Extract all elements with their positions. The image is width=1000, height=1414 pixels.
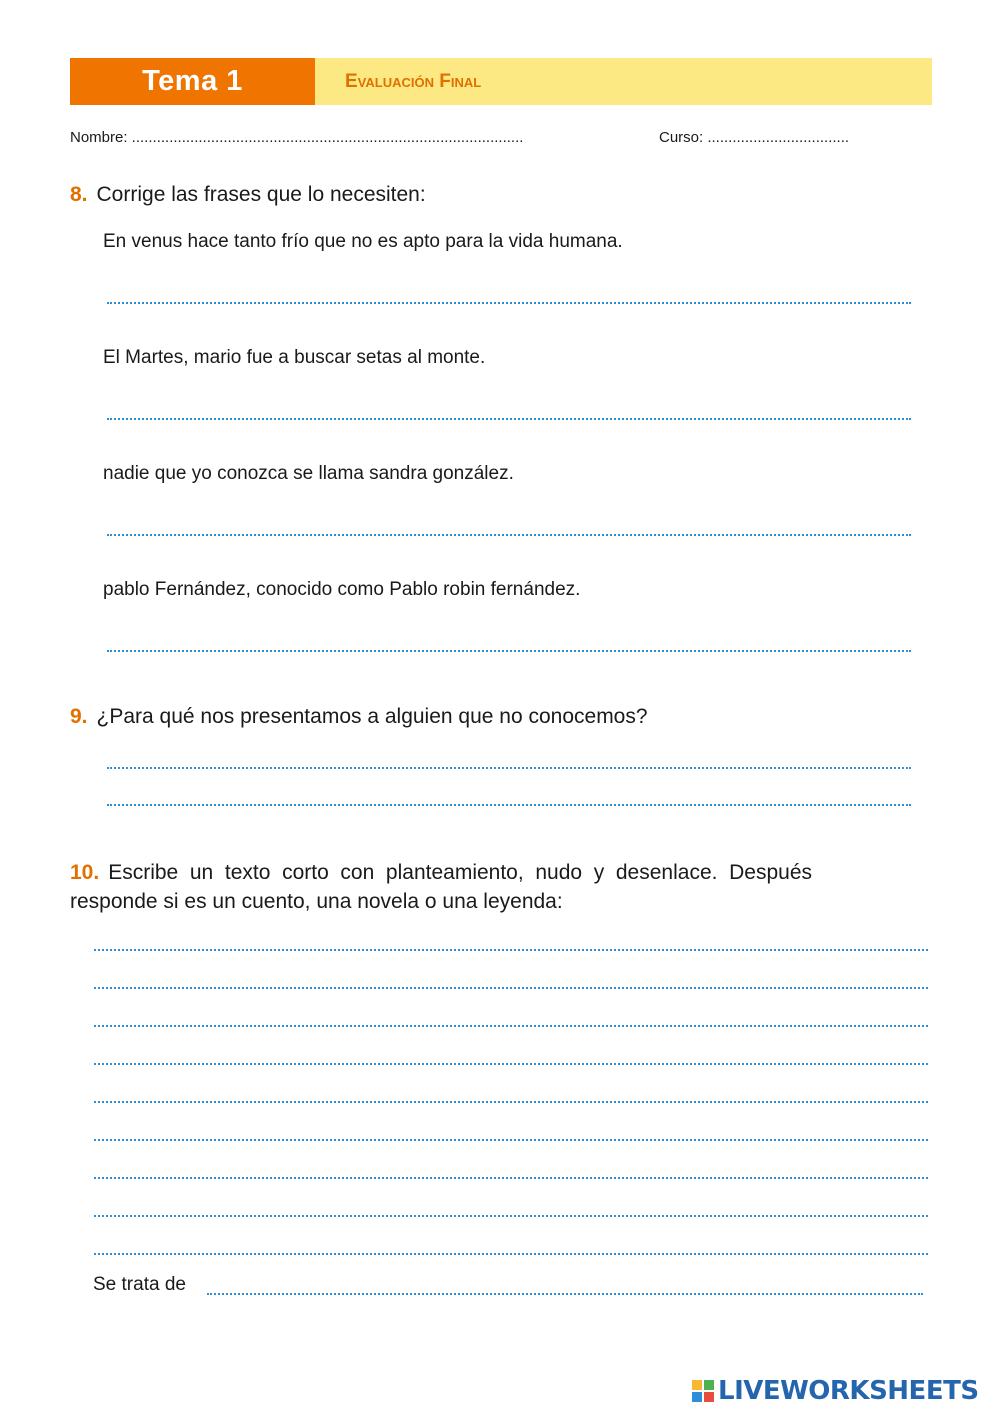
answer-line-10-5[interactable] [94, 1101, 928, 1103]
se-trata-answer-line[interactable] [207, 1293, 923, 1295]
answer-line-10-9[interactable] [94, 1253, 928, 1255]
logo-text: LIVEWORKSHEETS [718, 1376, 979, 1406]
answer-line-9-2[interactable] [107, 804, 911, 806]
question-9 [70, 705, 648, 729]
logo-square [692, 1380, 702, 1390]
worksheet-header [70, 58, 932, 105]
sentence-2: El Martes, mario fue a buscar setas al monte. [103, 347, 486, 368]
answer-line-8-2[interactable] [107, 418, 911, 420]
se-trata-label: Se trata de [93, 1274, 186, 1295]
sentence-1: En venus hace tanto frío que no es apto para la vida humana. [103, 231, 623, 252]
liveworksheets-logo [692, 1376, 979, 1406]
answer-line-9-1[interactable] [107, 767, 911, 769]
answer-line-10-4[interactable] [94, 1063, 928, 1065]
answer-line-10-1[interactable] [94, 949, 928, 951]
nombre-field[interactable]: Nombre: .............................................................................................. [70, 129, 524, 146]
logo-square [692, 1392, 702, 1402]
curso-field[interactable]: Curso: .................................. [659, 129, 850, 146]
question-10 [70, 858, 812, 916]
answer-line-10-2[interactable] [94, 987, 928, 989]
question-prompt: Corrige las frases que lo necesiten: [96, 183, 426, 206]
sentence-3: nadie que yo conozca se llama sandra gonzález. [103, 463, 514, 484]
logo-square [704, 1380, 714, 1390]
answer-line-10-3[interactable] [94, 1025, 928, 1027]
tema-title: Tema 1 [70, 58, 315, 105]
question-number: 10. [70, 861, 100, 884]
question-8 [70, 183, 426, 207]
sentence-4: pablo Fernández, conocido como Pablo robin fernández. [103, 579, 581, 600]
answer-line-10-6[interactable] [94, 1139, 928, 1141]
question-prompt: ¿Para qué nos presentamos a alguien que no conocemos? [96, 705, 648, 728]
answer-line-8-1[interactable] [107, 302, 911, 304]
answer-line-10-7[interactable] [94, 1177, 928, 1179]
logo-square [704, 1392, 714, 1402]
logo-icon [692, 1380, 714, 1402]
answer-line-10-8[interactable] [94, 1215, 928, 1217]
answer-line-8-4[interactable] [107, 650, 911, 652]
answer-line-8-3[interactable] [107, 534, 911, 536]
question-number: 9. [70, 705, 88, 728]
question-number: 8. [70, 183, 88, 206]
evaluacion-title: Evaluación Final [315, 58, 932, 105]
question-prompt: Escribe un texto corto con planteamiento, nudo y desenlace. Después responde si es un cuento, una novela o una leyenda: [70, 861, 812, 913]
